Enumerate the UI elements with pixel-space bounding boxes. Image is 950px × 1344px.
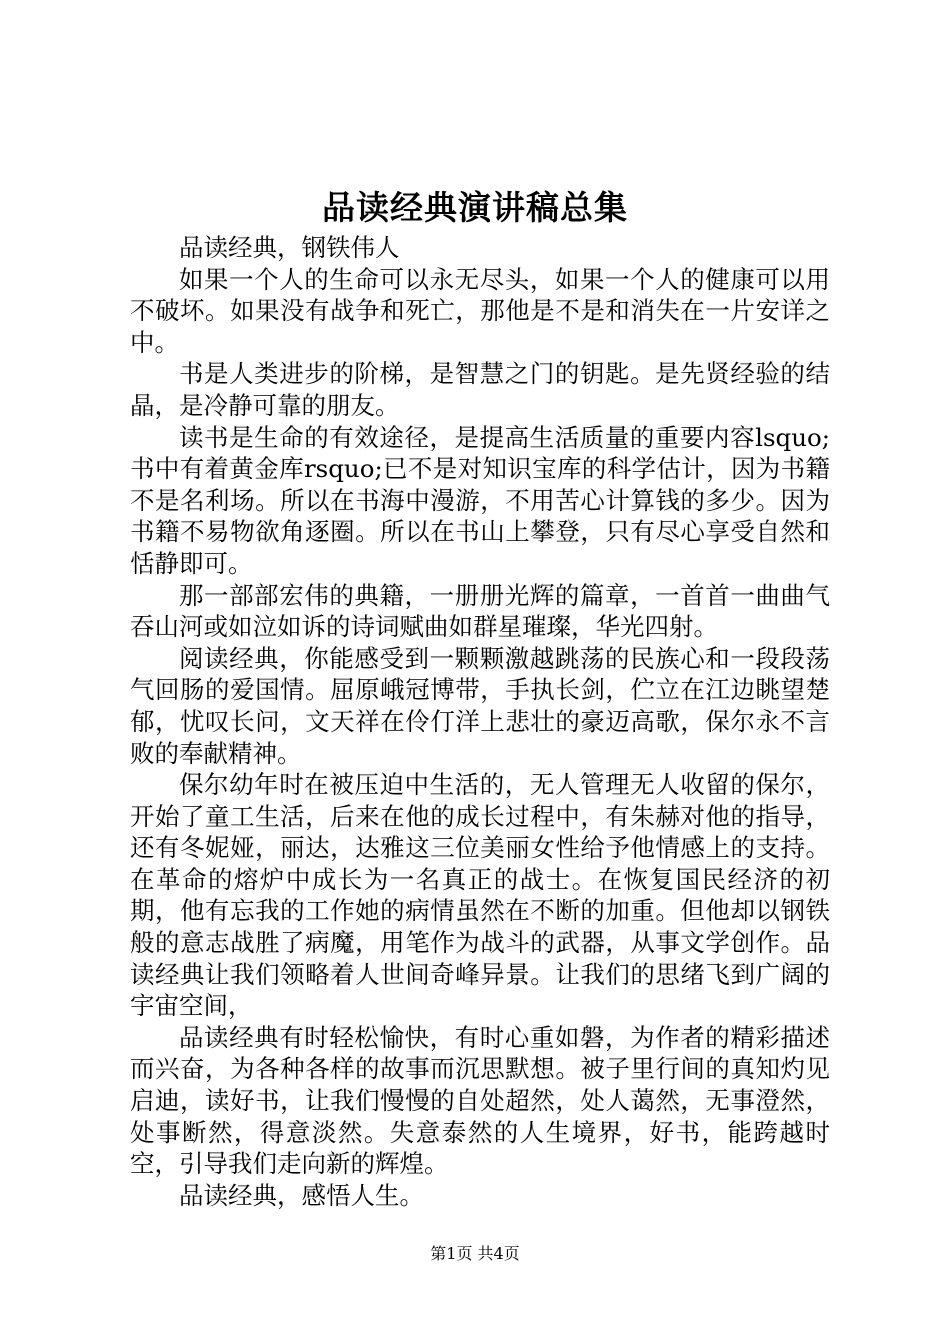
paragraph: 阅读经典，你能感受到一颗颗激越跳荡的民族心和一段段荡气回肠的爱国情。屈原峨冠博带，手执长剑，伫立在江边眺望楚郁，忧叹长问，文天祥在伶仃洋上悲壮的豪迈高歌，保尔永不言败的奉献精神。: [130, 643, 830, 768]
paragraph: 品读经典有时轻松愉快，有时心重如磐，为作者的精彩描述而兴奋，为各种各样的故事而沉思默想。被子里行间的真知灼见启迪，读好书，让我们慢慢的自处超然，处人蔼然，无事澄然，处事断然，得意淡然。失意泰然的人生境界，好书，能跨越时空，引导我们走向新的辉煌。: [130, 1022, 830, 1179]
paragraph: 如果一个人的生命可以永无尽头，如果一个人的健康可以用不破坏。如果没有战争和死亡，那他是不是和消失在一片安详之中。: [130, 264, 830, 357]
paragraph: 书是人类进步的阶梯，是智慧之门的钥匙。是先贤经验的结晶，是冷静可靠的朋友。: [130, 359, 830, 420]
paragraph: 读书是生命的有效途径，是提高生活质量的重要内容lsquo;书中有着黄金库rsquo;已不是对知识宝库的科学估计，因为书籍不是名利场。所以在书海中漫游，不用苦心计算钱的多少。因为书籍不易物欲角逐圈。所以在书山上攀登，只有尽心享受自然和恬静即可。: [130, 422, 830, 578]
document-title: 品读经典演讲稿总集: [322, 188, 628, 227]
paragraph: 品读经典，钢铁伟人: [179, 233, 400, 262]
paragraph: 品读经典，感悟人生。: [179, 1180, 424, 1210]
paragraph: 那一部部宏伟的典籍，一册册光辉的篇章，一首首一曲曲气吞山河或如泣如诉的诗词赋曲如群星璀璨，华光四射。: [130, 580, 830, 642]
page-number-footer: 第1页 共4页: [430, 1244, 520, 1263]
paragraph: 保尔幼年时在被压迫中生活的，无人管理无人收留的保尔，开始了童工生活，后来在他的成长过程中，有朱赫对他的指导，还有冬妮娅，丽达，达雅这三位美丽女性给予他情感上的支持。在革命的熔炉中成长为一名真正的战士。在恢复国民经济的初期，他有忘我的工作她的病情虽然在不断的加重。但他却以钢铁般的意志战胜了病魔，用笔作为战斗的武器，从事文学创作。品读经典让我们领略着人世间奇峰异景。让我们的思绪飞到广阔的宇宙空间，: [130, 770, 830, 1021]
document-body: [130, 232, 830, 1211]
